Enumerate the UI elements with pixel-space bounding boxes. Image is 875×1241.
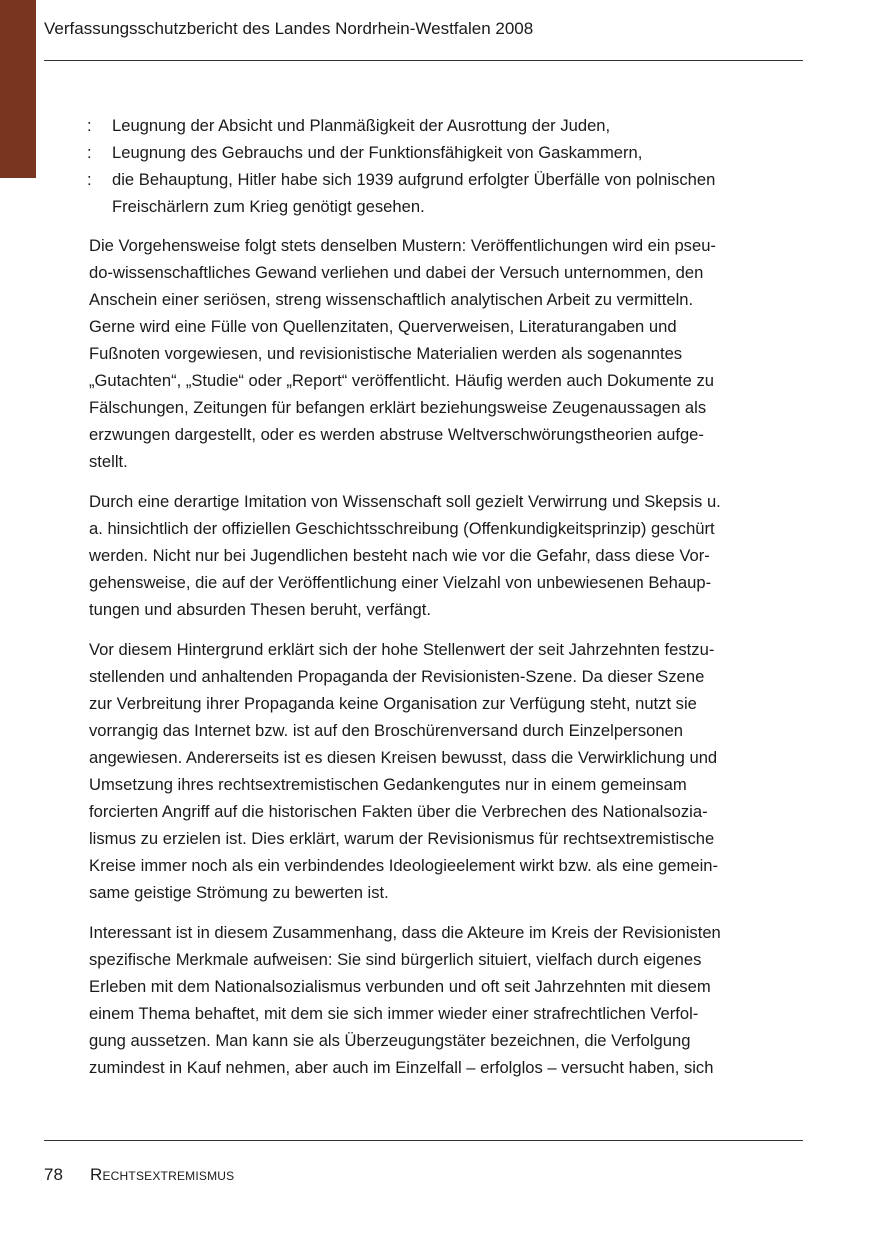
text-line: zur Verbreitung ihrer Propaganda keine Organisation zur Verfügung steht, nutzt sie xyxy=(89,694,697,713)
bullet-line: Leugnung des Gebrauchs und der Funktionsfähigkeit von Gaskammern, xyxy=(112,143,643,162)
bullet-line: Freischärlern zum Krieg genötigt gesehen. xyxy=(112,197,425,216)
header-divider xyxy=(44,60,803,61)
page-number: 78 xyxy=(44,1165,63,1184)
text-line: Durch eine derartige Imitation von Wissenschaft soll gezielt Verwirrung und Skepsis u. xyxy=(89,492,721,511)
text-line: einem Thema behaftet, mit dem sie sich immer wieder einer strafrechtlichen Verfol- xyxy=(89,1004,699,1023)
bullet-marker: : xyxy=(87,143,92,162)
bullet-item xyxy=(89,139,805,166)
text-line: gung aussetzen. Man kann sie als Überzeugungstäter bezeichnen, die Verfolgung xyxy=(89,1031,691,1050)
bullet-marker: : xyxy=(87,116,92,135)
text-line: Kreise immer noch als ein verbindendes Ideologieelement wirkt bzw. als eine gemein- xyxy=(89,856,719,875)
text-line: werden. Nicht nur bei Jugendlichen besteht nach wie vor die Gefahr, dass diese Vor- xyxy=(89,546,710,565)
text-line: Fußnoten vorgewiesen, und revisionistische Materialien werden als sogenanntes xyxy=(89,344,683,363)
text-line: tungen und absurden Thesen beruht, verfängt. xyxy=(89,600,431,619)
section-title: Rechtsextremismus xyxy=(90,1165,235,1184)
paragraph xyxy=(89,488,805,623)
bullet-line: die Behauptung, Hitler habe sich 1939 aufgrund erfolgter Überfälle von polnischen xyxy=(112,170,716,189)
text-line: stellt. xyxy=(89,452,128,471)
text-line: Erleben mit dem Nationalsozialismus verbunden und oft seit Jahrzehnten mit diesem xyxy=(89,977,711,996)
text-line: stellenden und anhaltenden Propaganda der Revisionisten-Szene. Da dieser Szene xyxy=(89,667,705,686)
text-line: do-wissenschaftliches Gewand verliehen und dabei der Versuch unternommen, den xyxy=(89,263,704,282)
footer-divider xyxy=(44,1140,803,1141)
text-line: Gerne wird eine Fülle von Quellenzitaten, Querverweisen, Literaturangaben und xyxy=(89,317,677,336)
text-line: Die Vorgehensweise folgt stets denselben Mustern: Veröffentlichungen wird ein pseu- xyxy=(89,236,716,255)
text-line: vorrangig das Internet bzw. ist auf den Broschürenversand durch Einzelpersonen xyxy=(89,721,684,740)
page-header-title: Verfassungsschutzbericht des Landes Nordrhein-Westfalen 2008 xyxy=(44,19,534,38)
text-line: Anschein einer seriösen, streng wissenschaftlich analytischen Arbeit zu vermitteln. xyxy=(89,290,694,309)
text-line: same geistige Strömung zu bewerten ist. xyxy=(89,883,389,902)
bullet-line: Leugnung der Absicht und Planmäßigkeit der Ausrottung der Juden, xyxy=(112,116,611,135)
text-line: spezifische Merkmale aufweisen: Sie sind bürgerlich situiert, vielfach durch eigenes xyxy=(89,950,702,969)
text-line: erzwungen dargestellt, oder es werden abstruse Weltverschwörungstheorien aufge- xyxy=(89,425,704,444)
text-line: „Gutachten“, „Studie“ oder „Report“ veröffentlicht. Häufig werden auch Dokumente zu xyxy=(89,371,715,390)
page-content xyxy=(89,112,805,1094)
text-line: forcierten Angriff auf die historischen Fakten über die Verbrechen des Nationalsozia- xyxy=(89,802,708,821)
text-line: Vor diesem Hintergrund erklärt sich der hohe Stellenwert der seit Jahrzehnten festzu- xyxy=(89,640,715,659)
text-line: Umsetzung ihres rechtsextremistischen Gedankengutes nur in einem gemeinsam xyxy=(89,775,687,794)
text-line: a. hinsichtlich der offiziellen Geschichtsschreibung (Offenkundigkeitsprinzip) geschürt xyxy=(89,519,715,538)
text-line: gehensweise, die auf der Veröffentlichung einer Vielzahl von unbewiesenen Behaup- xyxy=(89,573,712,592)
bullet-item xyxy=(89,112,805,139)
bullet-list xyxy=(89,112,805,220)
chapter-side-tab xyxy=(0,0,36,178)
paragraph xyxy=(89,636,805,906)
text-line: angewiesen. Andererseits ist es diesen Kreisen bewusst, dass die Verwirklichung und xyxy=(89,748,718,767)
text-line: Interessant ist in diesem Zusammenhang, dass die Akteure im Kreis der Revisionisten xyxy=(89,923,721,942)
bullet-marker: : xyxy=(87,170,92,189)
paragraph xyxy=(89,919,805,1081)
text-line: lismus zu erzielen ist. Dies erklärt, warum der Revisionismus für rechtsextremistische xyxy=(89,829,715,848)
bullet-item xyxy=(89,166,805,220)
paragraph xyxy=(89,232,805,475)
text-line: Fälschungen, Zeitungen für befangen erklärt beziehungsweise Zeugenaussagen als xyxy=(89,398,707,417)
text-line: zumindest in Kauf nehmen, aber auch im Einzelfall – erfolglos – versucht haben, sich xyxy=(89,1058,714,1077)
